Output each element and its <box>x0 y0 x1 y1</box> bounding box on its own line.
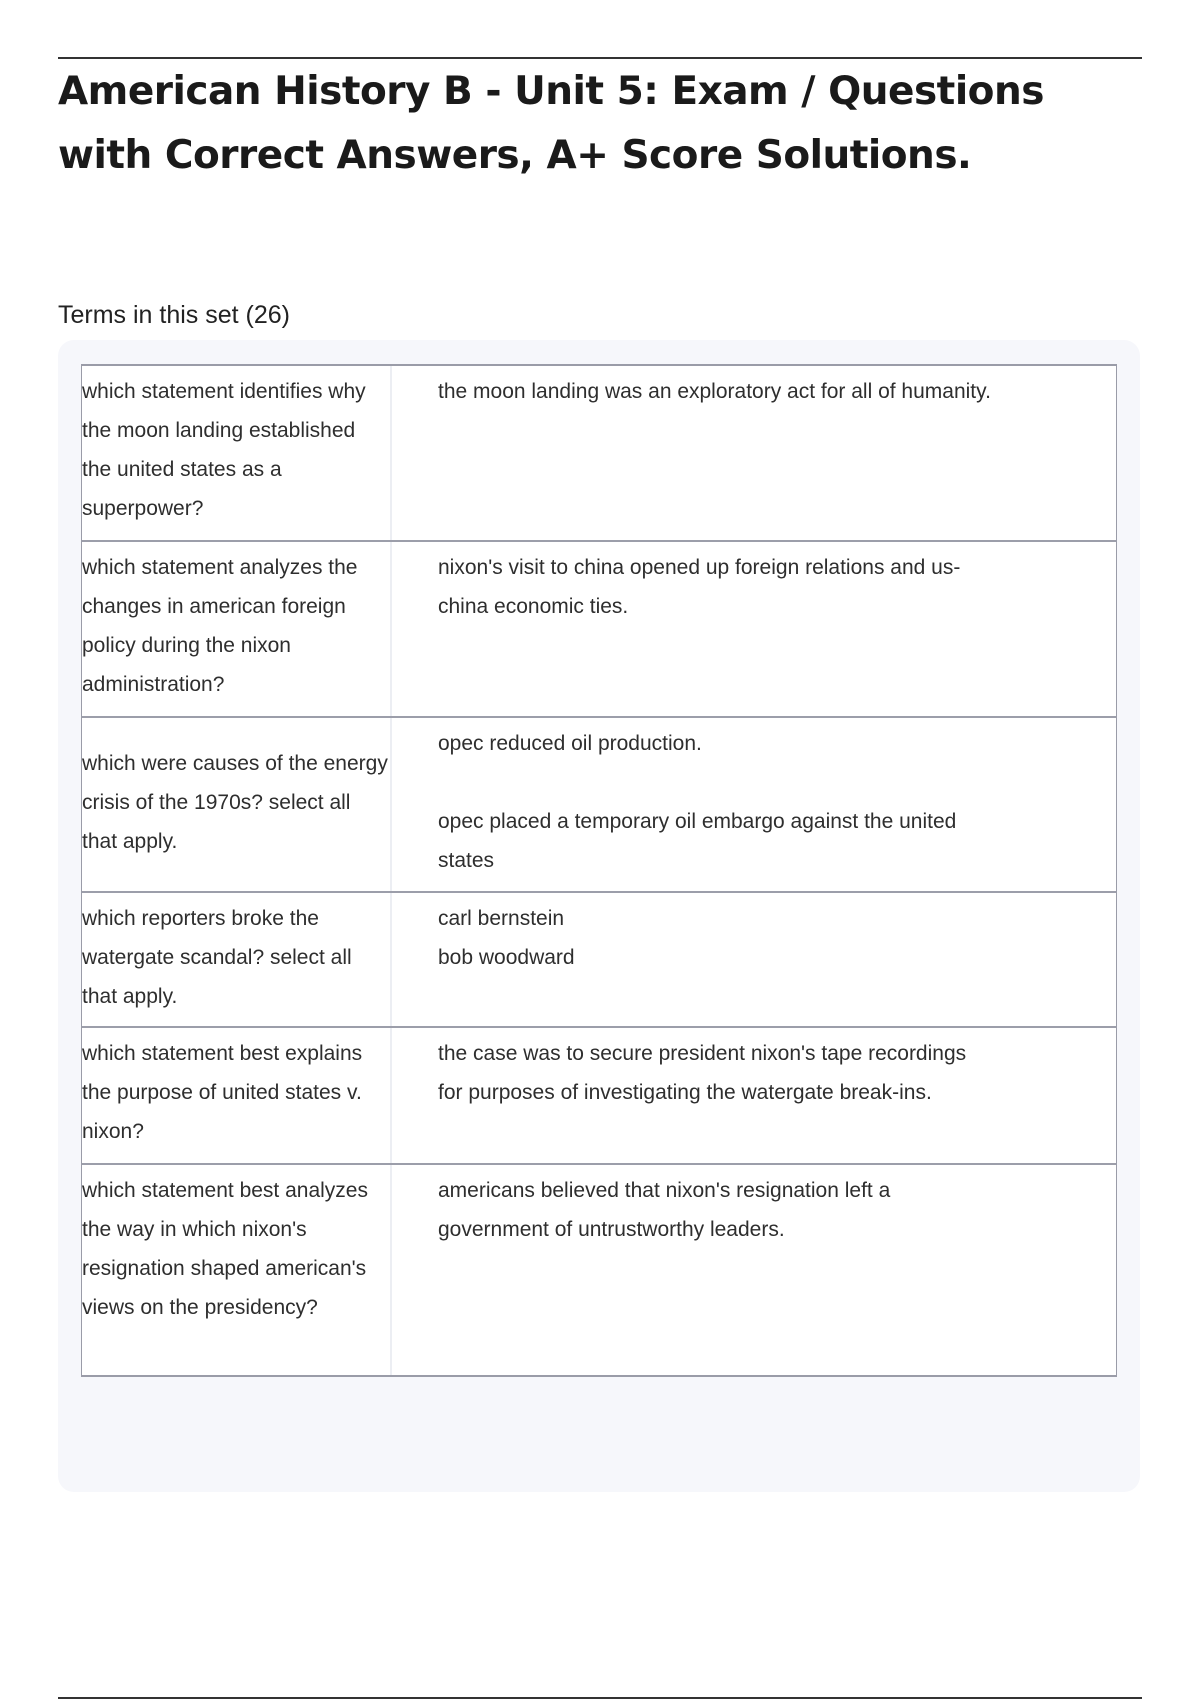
flashcard-definition <box>392 542 1116 716</box>
definition-line: opec reduced oil production. <box>438 732 702 755</box>
bottom-rule <box>58 1697 1142 1699</box>
flashcard-row <box>82 716 1116 891</box>
flashcard-term: which statement best explains the purpose of united states v. nixon? <box>82 1028 392 1163</box>
terms-count-heading: Terms in this set (26) <box>58 301 291 329</box>
flashcard-row <box>82 1163 1116 1375</box>
definition-line: opec placed a temporary oil embargo against the united states <box>438 810 957 872</box>
definition-line: americans believed that nixon's resignation left a government of untrustworthy leaders. <box>438 1179 891 1241</box>
flashcard-term: which statement analyzes the changes in american foreign policy during the nixon administration? <box>82 542 392 716</box>
definition-line: carl bernstein <box>438 907 565 930</box>
flashcard-definition <box>392 718 1116 891</box>
document-title: American History B - Unit 5: Exam / Questions with Correct Answers, A+ Score Solutions. <box>58 69 1044 178</box>
top-rule <box>58 57 1142 59</box>
definition-line: the moon landing was an exploratory act for all of humanity. <box>438 380 991 403</box>
definition-line: bob woodward <box>438 946 575 969</box>
flashcard-row <box>82 891 1116 1026</box>
flashcard-term: which were causes of the energy crisis of the 1970s? select all that apply. <box>82 718 392 891</box>
flashcard-definition <box>392 1028 1116 1163</box>
definition-spacer <box>438 763 996 802</box>
flashcard-list <box>81 364 1117 1377</box>
flashcard-term: which statement identifies why the moon landing established the united states as a superpower? <box>82 366 392 540</box>
flashcard-row <box>82 1026 1116 1163</box>
flashcard-definition <box>392 366 1116 540</box>
flashcard-definition <box>392 893 1116 1026</box>
definition-line: the case was to secure president nixon's tape recordings for purposes of investigating the watergate break-ins. <box>438 1042 967 1104</box>
definition-line: nixon's visit to china opened up foreign relations and us-china economic ties. <box>438 556 961 618</box>
flashcard-row <box>82 540 1116 716</box>
flashcard-definition <box>392 1165 1116 1375</box>
flashcard-term: which statement best analyzes the way in which nixon's resignation shaped american's views on the presidency? <box>82 1165 392 1375</box>
flashcard-row <box>82 365 1116 540</box>
flashcard-term: which reporters broke the watergate scandal? select all that apply. <box>82 893 392 1026</box>
